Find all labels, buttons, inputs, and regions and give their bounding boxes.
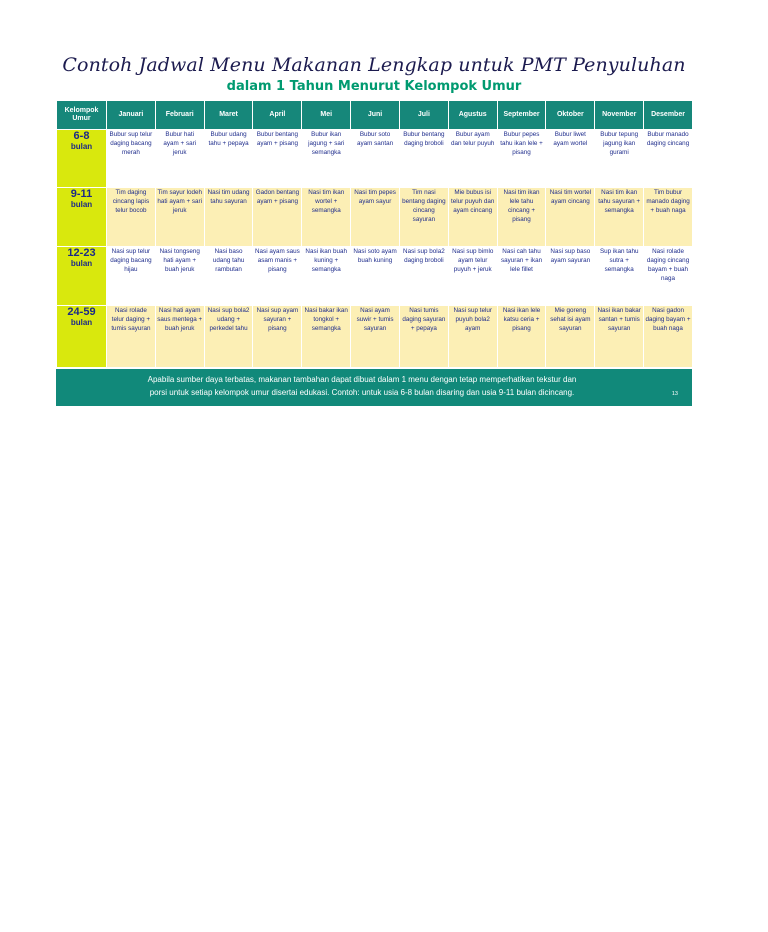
menu-cell: Bubur soto ayam santan xyxy=(351,130,400,188)
age-group-range: 12-23 xyxy=(67,247,96,259)
column-header-month: November xyxy=(595,101,644,130)
menu-cell: Nasi tim pepes ayam sayur xyxy=(351,188,400,247)
page-subtitle: dalam 1 Tahun Menurut Kelompok Umur xyxy=(226,79,522,94)
menu-cell: Nasi tongseng hati ayam + buah jeruk xyxy=(155,247,204,306)
menu-cell: Bubur pepes tahu ikan lele + pisang xyxy=(497,130,546,188)
age-group-cell xyxy=(57,188,107,247)
column-header-month: Agustus xyxy=(448,101,497,130)
footer-note-line-2: porsi untuk setiap kelompok umur disertai edukasi. Contoh: untuk usia 6-8 bulan disaring dan usia 9-11 bulan dicincang. xyxy=(149,387,575,397)
age-group-unit: bulan xyxy=(70,259,93,268)
age-group-unit: bulan xyxy=(70,200,93,209)
menu-cell: Bubur liwet ayam wortel xyxy=(546,130,595,188)
page-title: Contoh Jadwal Menu Makanan Lengkap untuk PMT Penyuluhan xyxy=(62,54,686,76)
menu-cell: Nasi gadon daging bayam + buah naga xyxy=(644,306,693,368)
menu-cell: Nasi rolade daging cincang bayam + buah naga xyxy=(644,247,693,306)
table-row xyxy=(57,306,693,368)
menu-cell: Bubur udang tahu + pepaya xyxy=(204,130,253,188)
menu-cell: Nasi ikan bakar santan + tumis sayuran xyxy=(595,306,644,368)
age-group-cell xyxy=(57,130,107,188)
menu-cell: Nasi baso udang tahu rambutan xyxy=(204,247,253,306)
menu-cell: Nasi ayam saus asam manis + pisang xyxy=(253,247,302,306)
menu-cell: Tim nasi bentang daging cincang sayuran xyxy=(399,188,448,247)
menu-cell: Nasi tim ikan lele tahu cincang + pisang xyxy=(497,188,546,247)
menu-cell: Nasi tim udang tahu sayuran xyxy=(204,188,253,247)
menu-cell: Nasi sup bola2 daging broboli xyxy=(399,247,448,306)
column-header-month: Maret xyxy=(204,101,253,130)
age-group-unit: bulan xyxy=(70,318,93,327)
menu-cell: Nasi tim wortel ayam cincang xyxy=(546,188,595,247)
menu-cell: Bubur bentang ayam + pisang xyxy=(253,130,302,188)
table-row xyxy=(57,247,693,306)
menu-cell: Nasi rolade telur daging + tumis sayuran xyxy=(107,306,156,368)
menu-cell: Nasi sup baso ayam sayuran xyxy=(546,247,595,306)
menu-cell: Tim bubur manado daging + buah naga xyxy=(644,188,693,247)
column-header-month: Oktober xyxy=(546,101,595,130)
column-header-month: Juni xyxy=(351,101,400,130)
menu-cell: Bubur ikan jagung + sari semangka xyxy=(302,130,351,188)
column-header-group: Kelompok Umur xyxy=(57,101,107,130)
menu-cell: Nasi ikan lele katsu ceria + pisang xyxy=(497,306,546,368)
column-header-month: Januari xyxy=(107,101,156,130)
page-number: 13 xyxy=(671,391,678,397)
menu-cell: Nasi tim ikan tahu sayuran + semangka xyxy=(595,188,644,247)
menu-cell: Bubur bentang daging broboli xyxy=(399,130,448,188)
menu-cell: Nasi bakar ikan tongkol + semangka xyxy=(302,306,351,368)
age-group-range: 24-59 xyxy=(67,306,96,318)
menu-cell: Gadon bentang ayam + pisang xyxy=(253,188,302,247)
footer-note xyxy=(68,374,656,399)
menu-cell: Sup ikan tahu sutra + semangka xyxy=(595,247,644,306)
menu-cell: Nasi sup bimlo ayam telur puyuh + jeruk xyxy=(448,247,497,306)
table-row xyxy=(57,188,693,247)
menu-cell: Nasi ikan buah kuning + semangka xyxy=(302,247,351,306)
column-header-month: Mei xyxy=(302,101,351,130)
menu-cell: Nasi tim ikan wortel + semangka xyxy=(302,188,351,247)
column-header-month: Juli xyxy=(399,101,448,130)
menu-cell: Nasi soto ayam buah kuning xyxy=(351,247,400,306)
menu-cell: Mie bubus isi telur puyuh dan ayam cincang xyxy=(448,188,497,247)
column-header-month: September xyxy=(497,101,546,130)
menu-cell: Nasi sup telur daging bacang hijau xyxy=(107,247,156,306)
column-header-month: Februari xyxy=(155,101,204,130)
age-group-cell xyxy=(57,306,107,368)
menu-cell: Tim daging cincang lapis telur bocob xyxy=(107,188,156,247)
menu-slide xyxy=(56,50,692,406)
footer-note-line-1: Apabila sumber daya terbatas, makanan tambahan dapat dibuat dalam 1 menu dengan tetap memperhatikan tekstur dan xyxy=(147,375,577,384)
menu-cell: Bubur hati ayam + sari jeruk xyxy=(155,130,204,188)
menu-cell: Bubur manado daging cincang xyxy=(644,130,693,188)
age-group-range: 9-11 xyxy=(70,188,93,200)
menu-cell: Tim sayur lodeh hati ayam + sari jeruk xyxy=(155,188,204,247)
column-header-month: Desember xyxy=(644,101,693,130)
age-group-unit: bulan xyxy=(70,142,93,151)
age-group-range: 6-8 xyxy=(73,130,90,142)
menu-cell: Bubur ayam dan telur puyuh xyxy=(448,130,497,188)
table-header-row xyxy=(57,101,693,130)
column-header-month: April xyxy=(253,101,302,130)
footer-banner xyxy=(56,369,692,406)
menu-table xyxy=(56,100,693,368)
table-row xyxy=(57,130,693,188)
menu-cell: Bubur tepung jagung ikan gurami xyxy=(595,130,644,188)
menu-cell: Nasi sup bola2 udang + perkedel tahu xyxy=(204,306,253,368)
menu-cell: Nasi cah tahu sayuran + ikan lele fillet xyxy=(497,247,546,306)
menu-cell: Mie goreng sehat isi ayam sayuran xyxy=(546,306,595,368)
menu-cell: Bubur sup telur daging bacang merah xyxy=(107,130,156,188)
menu-cell: Nasi tumis daging sayuran + pepaya xyxy=(399,306,448,368)
menu-cell: Nasi sup telur puyuh bola2 ayam xyxy=(448,306,497,368)
menu-cell: Nasi ayam suwir + tumis sayuran xyxy=(351,306,400,368)
menu-cell: Nasi sup ayam sayuran + pisang xyxy=(253,306,302,368)
age-group-cell xyxy=(57,247,107,306)
menu-cell: Nasi hati ayam saus mentega + buah jeruk xyxy=(155,306,204,368)
